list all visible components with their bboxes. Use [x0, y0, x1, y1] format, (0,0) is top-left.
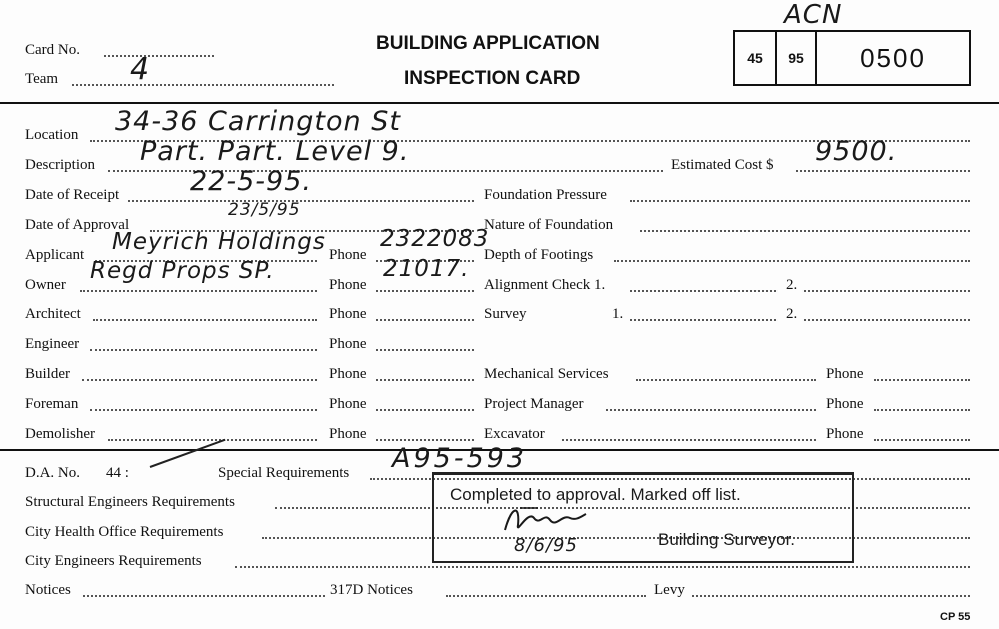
date-approval-value: 23/5/95: [228, 200, 301, 220]
architect-line: [93, 319, 317, 321]
engineer-phone-line: [376, 349, 474, 351]
owner-line: [80, 290, 317, 292]
survey-one-label: 1.: [612, 306, 624, 322]
demolisher-line: [108, 439, 317, 441]
alignment-check-label: Alignment Check 1.: [484, 277, 606, 293]
mechanical-services-label: Mechanical Services: [484, 366, 609, 382]
signature: [500, 500, 590, 540]
stamp-signature-line: [444, 561, 664, 563]
applicant-label: Applicant: [25, 247, 85, 263]
owner-phone-line: [376, 290, 474, 292]
survey-label: Survey: [484, 306, 527, 322]
project-manager-phone-line: [874, 409, 970, 411]
applicant-phone-label: Phone: [329, 247, 367, 263]
project-manager-phone-label: Phone: [826, 396, 864, 412]
date-receipt-line: [128, 200, 474, 202]
team-value: 4: [130, 52, 151, 87]
notices-label: Notices: [25, 582, 71, 598]
city-engineers-line: [235, 566, 970, 568]
demolisher-phone-label: Phone: [329, 426, 367, 442]
stamp-line2: Building Surveyor.: [658, 530, 796, 549]
excavator-phone-line: [874, 439, 970, 441]
demolisher-label: Demolisher: [25, 426, 95, 442]
foreman-label: Foreman: [25, 396, 79, 412]
foreman-line: [90, 409, 317, 411]
project-manager-label: Project Manager: [484, 396, 584, 412]
builder-phone-label: Phone: [329, 366, 367, 382]
owner-phone-label: Phone: [329, 277, 367, 293]
card-no-line: [104, 55, 214, 57]
notices-317d-line: [446, 595, 646, 597]
foundation-pressure-line: [630, 200, 970, 202]
description-value: Part. Part. Level 9.: [140, 136, 410, 167]
header-divider: [0, 102, 999, 104]
estimated-cost-line: [796, 170, 970, 172]
date-receipt-label: Date of Receipt: [25, 187, 120, 203]
card-no-label: Card No.: [25, 42, 80, 58]
project-manager-line: [606, 409, 816, 411]
alignment-line-2: [804, 290, 970, 292]
corner-note: ACN: [784, 0, 843, 30]
estimated-cost-value: 9500.: [815, 136, 898, 167]
survey-two-label: 2.: [786, 306, 798, 322]
owner-label: Owner: [25, 277, 66, 293]
nature-foundation-line: [640, 230, 970, 232]
special-requirements-value: A95-593: [392, 443, 528, 474]
nature-foundation-label: Nature of Foundation: [484, 217, 614, 233]
depth-footings-line: [614, 260, 970, 262]
foreman-phone-label: Phone: [329, 396, 367, 412]
location-label: Location: [25, 127, 79, 143]
applicant-value: Meyrich Holdings: [112, 229, 326, 255]
architect-phone-line: [376, 319, 474, 321]
estimated-cost-label: Estimated Cost $: [671, 157, 774, 173]
survey-line-1: [630, 319, 776, 321]
form-code: CP 55: [940, 611, 971, 623]
city-engineers-label: City Engineers Requirements: [25, 553, 202, 569]
title-line2: INSPECTION CARD: [404, 68, 581, 89]
builder-line: [82, 379, 317, 381]
team-line: [72, 84, 334, 86]
stamp-line1: Completed to approval. Marked off list.: [450, 485, 741, 504]
notices-317d-label: 317D Notices: [330, 582, 413, 598]
foundation-pressure-label: Foundation Pressure: [484, 187, 607, 203]
team-label: Team: [25, 71, 59, 87]
number-main: 0500: [860, 42, 926, 73]
mechanical-services-line: [636, 379, 816, 381]
applicant-phone-value: 2322083: [380, 226, 490, 252]
notices-line: [83, 595, 325, 597]
number-cell-2: 95: [777, 32, 817, 84]
architect-label: Architect: [25, 306, 81, 322]
depth-footings-label: Depth of Footings: [484, 247, 594, 263]
excavator-phone-label: Phone: [826, 426, 864, 442]
stamp-date: 8/6/95: [514, 535, 578, 556]
builder-phone-line: [376, 379, 474, 381]
health-requirements-label: City Health Office Requirements: [25, 524, 224, 540]
engineer-line: [90, 349, 317, 351]
levy-line: [692, 595, 970, 597]
structural-requirements-label: Structural Engineers Requirements: [25, 494, 235, 510]
special-requirements-label: Special Requirements: [218, 465, 350, 481]
architect-phone-label: Phone: [329, 306, 367, 322]
description-label: Description: [25, 157, 95, 173]
location-value: 34-36 Carrington St: [115, 106, 401, 137]
engineer-phone-label: Phone: [329, 336, 367, 352]
da-no-label: D.A. No.: [25, 465, 80, 481]
levy-label: Levy: [654, 582, 685, 598]
foreman-phone-line: [376, 409, 474, 411]
builder-label: Builder: [25, 366, 70, 382]
survey-line-2: [804, 319, 970, 321]
engineer-label: Engineer: [25, 336, 80, 352]
owner-phone-value: 21017.: [383, 256, 470, 282]
title-line1: BUILDING APPLICATION: [376, 33, 600, 54]
excavator-label: Excavator: [484, 426, 545, 442]
mechanical-phone-line: [874, 379, 970, 381]
alignment-two-label: 2.: [786, 277, 798, 293]
demolisher-phone-line: [376, 439, 474, 441]
owner-value: Regd Props SP.: [90, 258, 275, 284]
alignment-line-1: [630, 290, 776, 292]
da-no-stroke: [150, 439, 226, 468]
application-number-box: [733, 30, 971, 86]
da-no-value: 44 :: [106, 465, 129, 481]
date-receipt-value: 22-5-95.: [190, 166, 312, 197]
excavator-line: [562, 439, 816, 441]
date-approval-label: Date of Approval: [25, 217, 130, 233]
mechanical-phone-label: Phone: [826, 366, 864, 382]
completion-stamp: [432, 472, 854, 563]
number-cell-1: 45: [735, 32, 777, 84]
